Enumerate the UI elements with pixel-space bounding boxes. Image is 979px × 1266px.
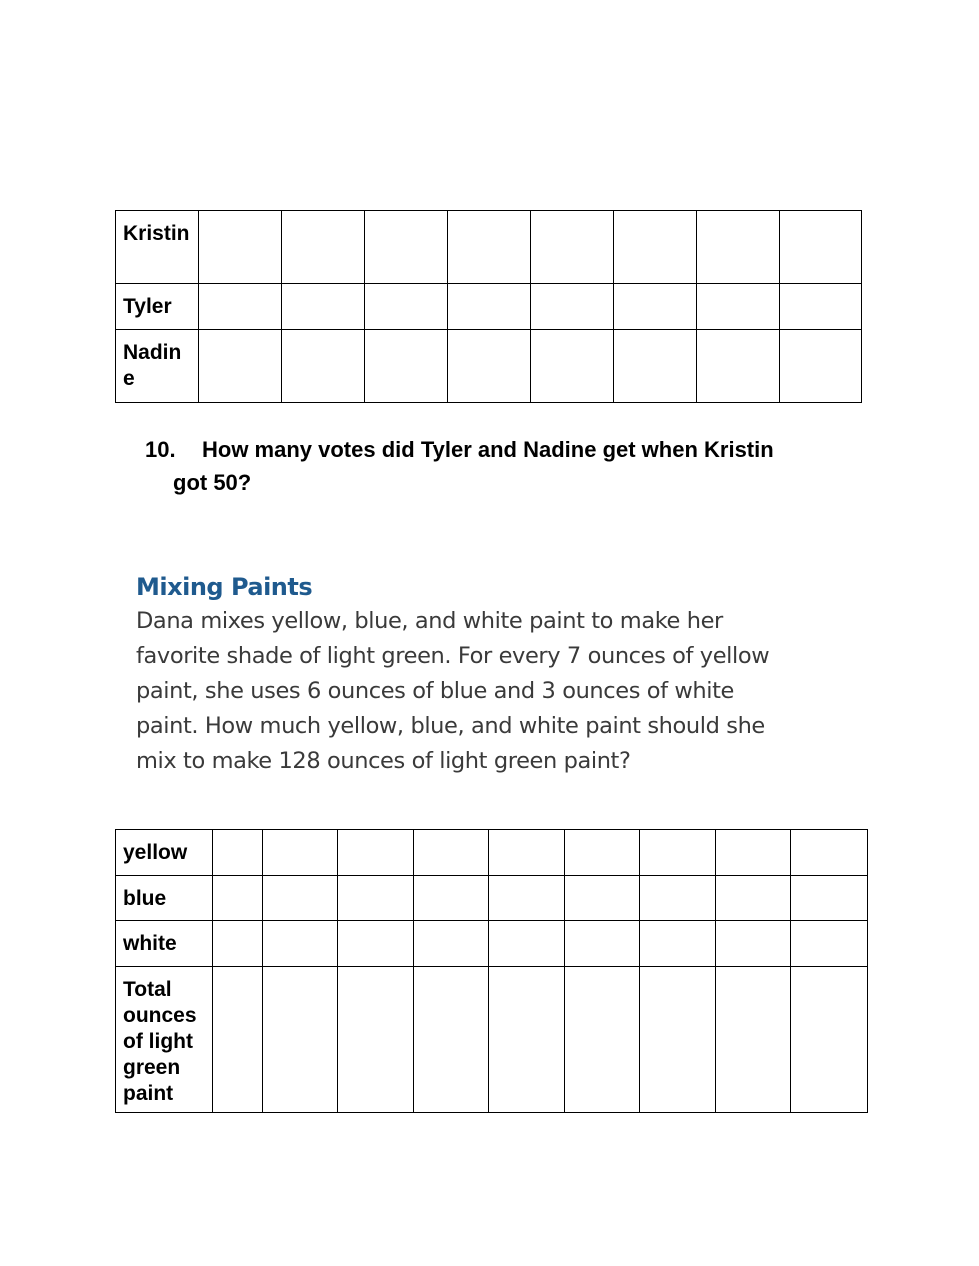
table-cell[interactable] [213,876,263,921]
table-cell[interactable] [565,921,640,967]
table-row [116,211,862,284]
table-cell[interactable] [489,967,565,1113]
table-cell[interactable] [531,330,614,403]
table-cell[interactable] [213,967,263,1113]
table-cell[interactable] [263,967,338,1113]
table-cell[interactable] [448,330,531,403]
question-number: 10. [145,437,176,462]
problem-title: Mixing Paints [136,573,313,601]
table-cell[interactable] [414,830,489,876]
table-row [116,921,868,967]
table-cell[interactable] [791,830,868,876]
table-cell[interactable] [365,284,448,330]
problem-body [136,604,836,779]
row-label-total: Total ounces of light green paint [116,967,213,1113]
question-text-line2: got 50? [173,470,252,495]
row-label-tyler: Tyler [116,284,199,330]
table-row [116,330,862,403]
table-cell[interactable] [338,967,414,1113]
table-cell[interactable] [338,830,414,876]
table-row [116,830,868,876]
table-cell[interactable] [614,284,697,330]
table-row [116,967,868,1113]
table-cell[interactable] [489,876,565,921]
table-cell[interactable] [531,284,614,330]
table-cell[interactable] [716,830,791,876]
votes-table [115,210,862,403]
table-cell[interactable] [365,211,448,284]
table-cell[interactable] [338,921,414,967]
table-cell[interactable] [565,967,640,1113]
problem-line: Dana mixes yellow, blue, and white paint to make her [136,608,723,634]
table-cell[interactable] [448,284,531,330]
question-text-line1: How many votes did Tyler and Nadine get when Kristin [202,437,774,462]
table-cell[interactable] [697,284,780,330]
table-cell[interactable] [716,921,791,967]
problem-line: mix to make 128 ounces of light green paint? [136,748,631,774]
table-cell[interactable] [199,211,282,284]
table-cell[interactable] [282,284,365,330]
table-cell[interactable] [565,876,640,921]
problem-line: paint. How much yellow, blue, and white paint should she [136,713,765,739]
table-cell[interactable] [697,330,780,403]
table-cell[interactable] [213,921,263,967]
table-cell[interactable] [199,330,282,403]
table-cell[interactable] [213,830,263,876]
problem-line: paint, she uses 6 ounces of blue and 3 ounces of white [136,678,734,704]
table-cell[interactable] [640,921,716,967]
table-row [116,876,868,921]
row-label-white: white [116,921,213,967]
row-label-nadine: Nadine [116,330,199,403]
table-cell[interactable] [791,876,868,921]
row-label-blue: blue [116,876,213,921]
question-10 [145,433,845,499]
table-cell[interactable] [282,330,365,403]
table-cell[interactable] [489,830,565,876]
table-cell[interactable] [716,876,791,921]
table-cell[interactable] [338,876,414,921]
table-cell[interactable] [489,921,565,967]
row-label-yellow: yellow [116,830,213,876]
table-cell[interactable] [640,876,716,921]
table-cell[interactable] [780,284,862,330]
table-cell[interactable] [697,211,780,284]
table-cell[interactable] [565,830,640,876]
problem-line: favorite shade of light green. For every 7 ounces of yellow [136,643,770,669]
table-cell[interactable] [531,211,614,284]
table-cell[interactable] [263,876,338,921]
table-cell[interactable] [614,211,697,284]
table-cell[interactable] [640,830,716,876]
mixing-paints-problem [136,570,836,779]
table-cell[interactable] [448,211,531,284]
row-label-kristin: Kristin [116,211,199,284]
table-cell[interactable] [614,330,697,403]
table-cell[interactable] [199,284,282,330]
paint-table [115,829,868,1113]
table-cell[interactable] [780,330,862,403]
table-cell[interactable] [791,921,868,967]
table-cell[interactable] [282,211,365,284]
table-row [116,284,862,330]
table-cell[interactable] [414,967,489,1113]
table-cell[interactable] [791,967,868,1113]
table-cell[interactable] [716,967,791,1113]
table-cell[interactable] [365,330,448,403]
table-cell[interactable] [414,921,489,967]
table-cell[interactable] [414,876,489,921]
table-cell[interactable] [263,830,338,876]
table-cell[interactable] [640,967,716,1113]
table-cell[interactable] [780,211,862,284]
table-cell[interactable] [263,921,338,967]
